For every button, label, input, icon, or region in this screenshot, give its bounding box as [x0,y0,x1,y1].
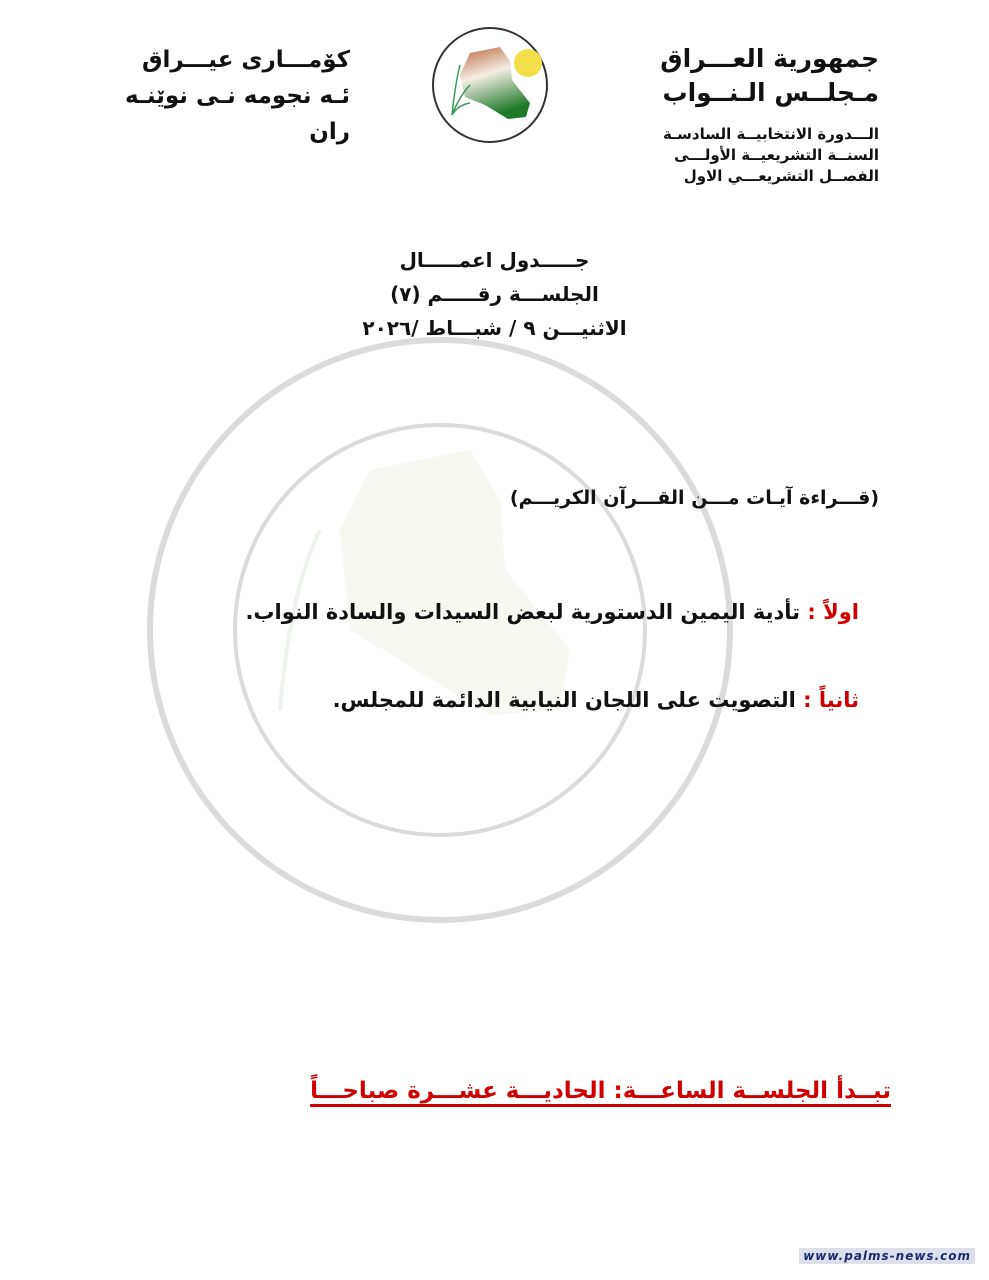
legislative-year: السنــة التشريعيــة الأولـــى [674,146,879,164]
header-right [660,42,879,187]
agenda-item-label: ثانياً : [803,688,859,712]
council-name: مـجلــس الـنــواب [662,78,879,107]
council-name-kurdish: ئـه نجومه نـى نوێنـه ران [125,83,350,145]
session-number: الجلســـة رقـــــم (٧) [390,282,599,306]
agenda-item [245,600,859,624]
agenda-item [333,688,859,712]
header-left [110,42,350,150]
watermark-stamp [140,330,740,930]
country-name-kurdish: كۆمـــارى عيـــراق [141,47,350,73]
agenda-heading: جـــــدول اعمـــــال [399,248,590,272]
country-name: جمهورية العـــراق [660,44,879,73]
session-date: الاثنيـــن ٩ / شبـــاط /٢٠٢٦ [362,316,627,340]
agenda-item-text: التصويت على اللجان النيابية الدائمة للمجلس. [332,688,796,712]
parliament-logo [430,25,550,145]
session-start-time: تبــدأ الجلســة الساعـــة: الحاديـــة عشـــرة صباحـــاً [310,1078,891,1104]
legislative-session: الفصــل التشريعـــي الاول [683,167,879,185]
website-watermark: www.palms-news.com [799,1248,975,1264]
agenda-item-label: اولاً : [807,600,859,624]
quran-recitation: (قـــراءة آيـات مـــن القـــرآن الكريـــم) [509,487,879,509]
electoral-term: الـــدورة الانتخابيــة السادسـة [662,125,879,143]
agenda-item-text: تأدية اليمين الدستورية لبعض السيدات والسادة النواب. [245,600,801,624]
